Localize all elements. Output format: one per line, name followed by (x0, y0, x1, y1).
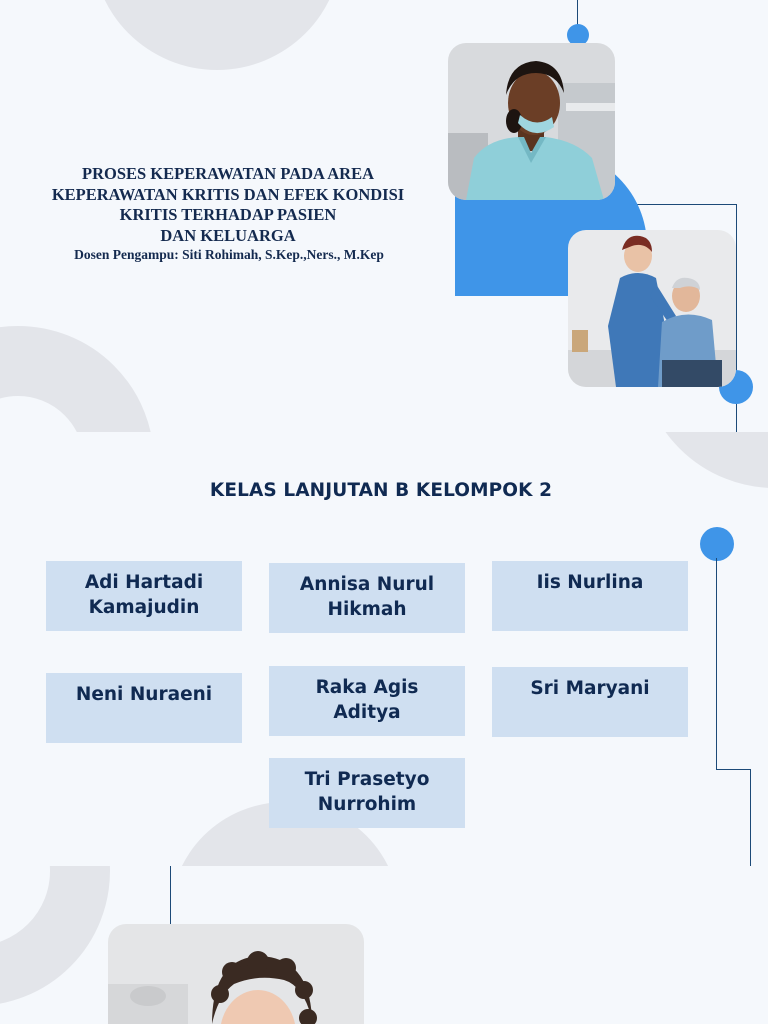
decor-dot-right (700, 527, 734, 561)
member-card (269, 758, 465, 828)
connector-line-vertical (170, 866, 171, 924)
woman-illustration (108, 924, 364, 1024)
lecturer-name: Dosen Pengampu: Siti Rohimah, S.Kep.,Ners., M.Kep (74, 247, 384, 262)
title-line-1: PROSES KEPERAWATAN PADA AREA (82, 164, 374, 183)
presentation-title (18, 164, 438, 246)
member-name-line-1: Neni Nuraeni (75, 684, 213, 705)
member-name-line-1: Adi Hartadi (84, 572, 204, 593)
member-card (46, 561, 242, 631)
connector-line-vertical-2 (750, 769, 751, 866)
nurse-patient-illustration (568, 230, 736, 387)
connector-line-vertical-1 (716, 558, 717, 770)
nurse-patient-photo (568, 230, 736, 387)
connector-line-horizontal (716, 769, 751, 770)
title-slide (0, 0, 768, 432)
woman-photo (108, 924, 364, 1024)
title-line-2: KEPERAWATAN KRITIS DAN EFEK KONDISI (51, 184, 405, 204)
title-line-4: DAN KELUARGA (160, 225, 296, 245)
member-name-line-1: Sri Maryani (530, 678, 650, 699)
group-members-slide (0, 432, 768, 866)
member-card (492, 561, 688, 631)
next-slide-partial (0, 866, 768, 1024)
member-card (269, 563, 465, 633)
member-name-line-1: Raka Agis (315, 677, 419, 698)
member-name-line-2: Nurrohim (317, 794, 417, 815)
member-name-line-2: Aditya (333, 702, 401, 723)
decor-left-arc (0, 326, 154, 432)
member-card (46, 673, 242, 743)
nurse-photo (448, 43, 615, 200)
class-group-heading: KELAS LANJUTAN B KELOMPOK 2 (209, 480, 553, 501)
member-card (492, 667, 688, 737)
nurse-illustration (448, 43, 615, 200)
member-card (269, 666, 465, 736)
title-line-3: KRITIS TERHADAP PASIEN (119, 205, 337, 224)
member-name-line-1: Iis Nurlina (536, 572, 644, 593)
member-name-line-2: Hikmah (327, 599, 407, 620)
member-name-line-1: Tri Prasetyo (304, 769, 430, 790)
member-name-line-2: Kamajudin (88, 597, 200, 618)
member-name-line-1: Annisa Nurul (299, 574, 435, 595)
decor-left-arc (0, 866, 110, 1006)
decor-top-circle (92, 0, 342, 70)
